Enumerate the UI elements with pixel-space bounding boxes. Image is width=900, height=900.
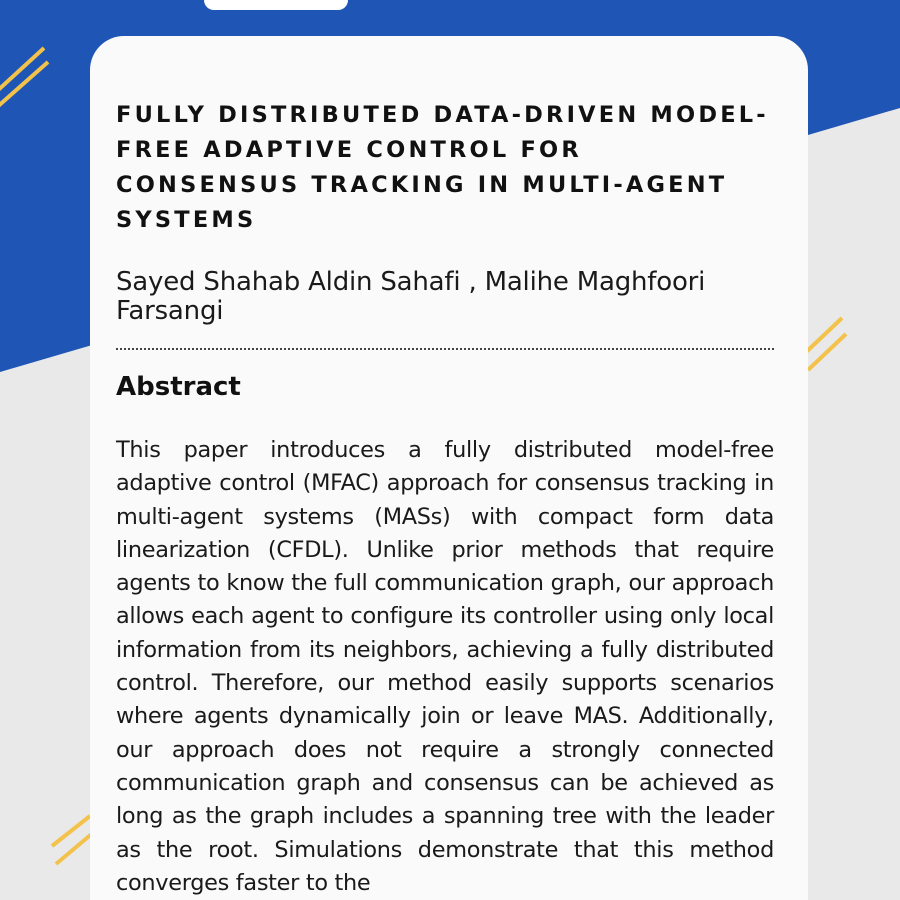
yellow-stripes-decoration-right: [800, 312, 860, 382]
yellow-stripes-decoration-left: [0, 40, 60, 120]
dotted-divider: [116, 348, 774, 350]
paper-authors: Sayed Shahab Aldin Sahafi , Malihe Maghfoori Farsangi: [116, 267, 706, 326]
paper-card: [90, 36, 808, 900]
abstract-text: This paper introduces a fully distributed model-free adaptive control (MFAC) approach for consensus tracking in multi-agent systems (MASs) with compact form data linearization (CFDL). Unlike prior methods that require agents to know the full communication graph, our approach allows each agent to configure its controller using only local information from its neighbors, achieving a fully distributed control. Therefore, our method easily supports scenarios where agents dynamically join or leave MAS. Additionally, our approach does not require a strongly connected communication graph and consensus can be achieved as long as the graph includes a spanning tree with the leader as the root. Simulations demonstrate that this method converges faster to the: [116, 437, 774, 896]
top-tab-decoration: [204, 0, 348, 10]
abstract-heading: Abstract: [116, 372, 241, 402]
paper-title: FULLY DISTRIBUTED DATA-DRIVEN MODEL-FREE ADAPTIVE CONTROL FOR CONSENSUS TRACKING IN MULTI-AGENT SYSTEMS: [116, 102, 769, 233]
